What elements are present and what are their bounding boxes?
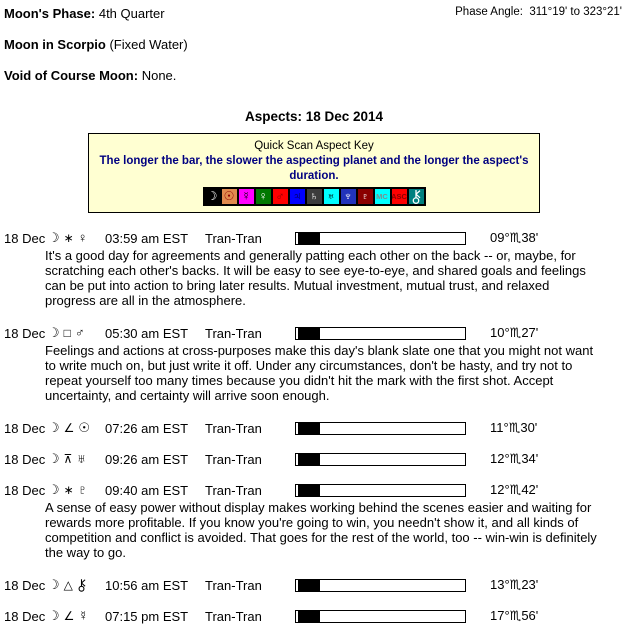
aspect-time: 09:40 am EST bbox=[105, 482, 189, 498]
venus-icon: ♀ bbox=[256, 189, 271, 204]
aspect-time: 03:59 am EST bbox=[105, 230, 189, 246]
quick-scan-aspect-key bbox=[88, 133, 540, 213]
planet-key-strip bbox=[203, 187, 426, 206]
aspect-position: 12°♏34' bbox=[490, 451, 539, 466]
key-title: Quick Scan Aspect Key bbox=[254, 140, 374, 152]
duration-bar-fill bbox=[298, 485, 320, 496]
sun-icon: ☉ bbox=[78, 420, 91, 435]
uranus-icon: ♅ bbox=[76, 451, 87, 466]
moon-icon: ☽ bbox=[48, 482, 60, 497]
aspect-row bbox=[4, 325, 628, 341]
aspect-position: 09°♏38' bbox=[490, 230, 539, 245]
pluto-icon: ♇ bbox=[77, 482, 88, 497]
moons-phase-label: Moon's Phase: bbox=[4, 6, 96, 21]
ascendant-icon: ASC bbox=[392, 189, 407, 204]
aspect-type: Tran-Tran bbox=[205, 325, 262, 341]
aspect-glyphs bbox=[48, 609, 105, 623]
trine-icon: △ bbox=[63, 578, 73, 592]
moon-icon: ☽ bbox=[48, 230, 60, 245]
aspect-type: Tran-Tran bbox=[205, 420, 262, 436]
pluto-icon: ♇ bbox=[358, 189, 373, 204]
chiron-icon bbox=[77, 578, 86, 592]
duration-bar-fill bbox=[298, 580, 320, 591]
aspect-row bbox=[4, 420, 628, 436]
key-note: The longer the bar, the slower the aspecting planet and the longer the aspect's duration. bbox=[99, 155, 529, 182]
duration-bar bbox=[295, 422, 466, 435]
duration-bar-fill bbox=[298, 454, 320, 465]
aspect-glyphs bbox=[48, 483, 105, 497]
square-icon: □ bbox=[63, 326, 71, 340]
aspect-row bbox=[4, 608, 628, 624]
moon-icon: ☽ bbox=[48, 420, 60, 435]
aspect-date: 18 Dec bbox=[4, 420, 46, 436]
phase-angle-label: Phase Angle: bbox=[455, 6, 523, 18]
sextile-icon: ∗ bbox=[63, 483, 74, 497]
moon-sign-label: Moon in Scorpio bbox=[4, 37, 106, 52]
semi-square-icon: ∠ bbox=[63, 421, 75, 435]
void-of-course-value: None. bbox=[141, 68, 177, 83]
aspect-position: 12°♏42' bbox=[490, 482, 539, 497]
phase-angle bbox=[455, 5, 622, 20]
mercury-icon: ☿ bbox=[239, 189, 254, 204]
aspect-position: 11°♏30' bbox=[490, 420, 538, 435]
void-of-course-label: Void of Course Moon: bbox=[4, 68, 139, 83]
aspect-position: 13°♏23' bbox=[490, 577, 539, 592]
moon-sign-line bbox=[4, 37, 628, 52]
sextile-icon: ∗ bbox=[63, 231, 74, 245]
semi-square-icon: ∠ bbox=[63, 609, 75, 623]
duration-bar-fill bbox=[298, 423, 320, 434]
aspect-type: Tran-Tran bbox=[205, 577, 262, 593]
aspect-description: Feelings and actions at cross-purposes make this day's blank slate one that you might not want to write much on, but just write it off. Under any circumstances, don't be hasty, and try not to repeat yourself too many times because you didn't hit the mark with the first shot. Accept uncertainty, and certainty will arrive soon enough. bbox=[45, 343, 594, 403]
aspect-time: 10:56 am EST bbox=[105, 577, 189, 593]
duration-bar bbox=[295, 579, 466, 592]
aspect-date: 18 Dec bbox=[4, 577, 46, 593]
quincunx-icon: ⊼ bbox=[63, 452, 73, 466]
aspect-glyphs bbox=[48, 421, 105, 435]
aspect-glyphs bbox=[48, 326, 105, 340]
phase-angle-value: 311°19' to 323°21' bbox=[529, 6, 622, 18]
duration-bar bbox=[295, 610, 466, 623]
moons-phase-line bbox=[4, 0, 628, 21]
duration-bar bbox=[295, 453, 466, 466]
aspect-row bbox=[4, 482, 628, 498]
chiron-icon bbox=[409, 189, 424, 204]
mars-icon: ♂ bbox=[74, 325, 85, 340]
aspect-type: Tran-Tran bbox=[205, 482, 262, 498]
saturn-icon: ♄ bbox=[307, 189, 322, 204]
duration-bar bbox=[295, 327, 466, 340]
moons-phase-value: 4th Quarter bbox=[98, 6, 165, 21]
jupiter-icon: ♃ bbox=[290, 189, 305, 204]
moon-icon: ☽ bbox=[48, 451, 60, 466]
aspect-time: 07:15 pm EST bbox=[105, 608, 189, 624]
neptune-icon: ♆ bbox=[341, 189, 356, 204]
aspect-glyphs bbox=[48, 578, 105, 592]
venus-icon: ♀ bbox=[77, 230, 88, 245]
midheaven-icon: MC bbox=[375, 189, 390, 204]
aspect-row bbox=[4, 451, 628, 467]
moon-icon: ☽ bbox=[48, 608, 60, 623]
moon-icon: ☽ bbox=[205, 189, 220, 204]
aspect-date: 18 Dec bbox=[4, 451, 46, 467]
aspect-type: Tran-Tran bbox=[205, 451, 262, 467]
void-of-course-line bbox=[4, 68, 628, 83]
aspect-time: 09:26 am EST bbox=[105, 451, 189, 467]
duration-bar bbox=[295, 232, 466, 245]
aspect-position: 17°♏56' bbox=[490, 608, 539, 623]
aspect-row bbox=[4, 230, 628, 246]
duration-bar bbox=[295, 484, 466, 497]
sun-icon: ☉ bbox=[222, 189, 237, 204]
moon-sign-note: (Fixed Water) bbox=[109, 37, 188, 52]
duration-bar-fill bbox=[298, 611, 320, 622]
moon-icon: ☽ bbox=[48, 577, 60, 592]
duration-bar-fill bbox=[298, 233, 320, 244]
page-header bbox=[0, 0, 628, 83]
mercury-icon: ☿ bbox=[78, 608, 89, 623]
mars-icon: ♂ bbox=[273, 189, 288, 204]
uranus-icon: ♅ bbox=[324, 189, 339, 204]
aspect-time: 07:26 am EST bbox=[105, 420, 189, 436]
aspect-description: It's a good day for agreements and generally patting each other on the back -- or, maybe, for scratching each other's backs. It will be easy to see eye-to-eye, and shared goals and feelings can be put into action to bring later results. Mutual investment, mutual trust, and relaxed progress are all in the atmosphere. bbox=[45, 248, 586, 308]
aspect-description: A sense of easy power without display makes working behind the scenes easier and waiting for rewards more profitable. If you know you're going to win, you needn't show it, and all kinds of competition and conflict is avoided. That goes for the rest of the world, too -- win-win is definitely the way to go. bbox=[45, 500, 597, 560]
aspect-type: Tran-Tran bbox=[205, 608, 262, 624]
aspect-time: 05:30 am EST bbox=[105, 325, 189, 341]
aspect-glyphs bbox=[48, 231, 105, 245]
aspect-glyphs bbox=[48, 452, 105, 466]
aspect-position: 10°♏27' bbox=[490, 325, 539, 340]
aspect-date: 18 Dec bbox=[4, 482, 46, 498]
aspect-list bbox=[0, 230, 628, 624]
aspect-type: Tran-Tran bbox=[205, 230, 262, 246]
aspect-date: 18 Dec bbox=[4, 608, 46, 624]
duration-bar-fill bbox=[298, 328, 320, 339]
aspect-date: 18 Dec bbox=[4, 325, 46, 341]
moon-icon: ☽ bbox=[48, 325, 60, 340]
aspect-row bbox=[4, 577, 628, 593]
aspect-date: 18 Dec bbox=[4, 230, 46, 246]
aspects-title: Aspects: 18 Dec 2014 bbox=[244, 109, 384, 124]
